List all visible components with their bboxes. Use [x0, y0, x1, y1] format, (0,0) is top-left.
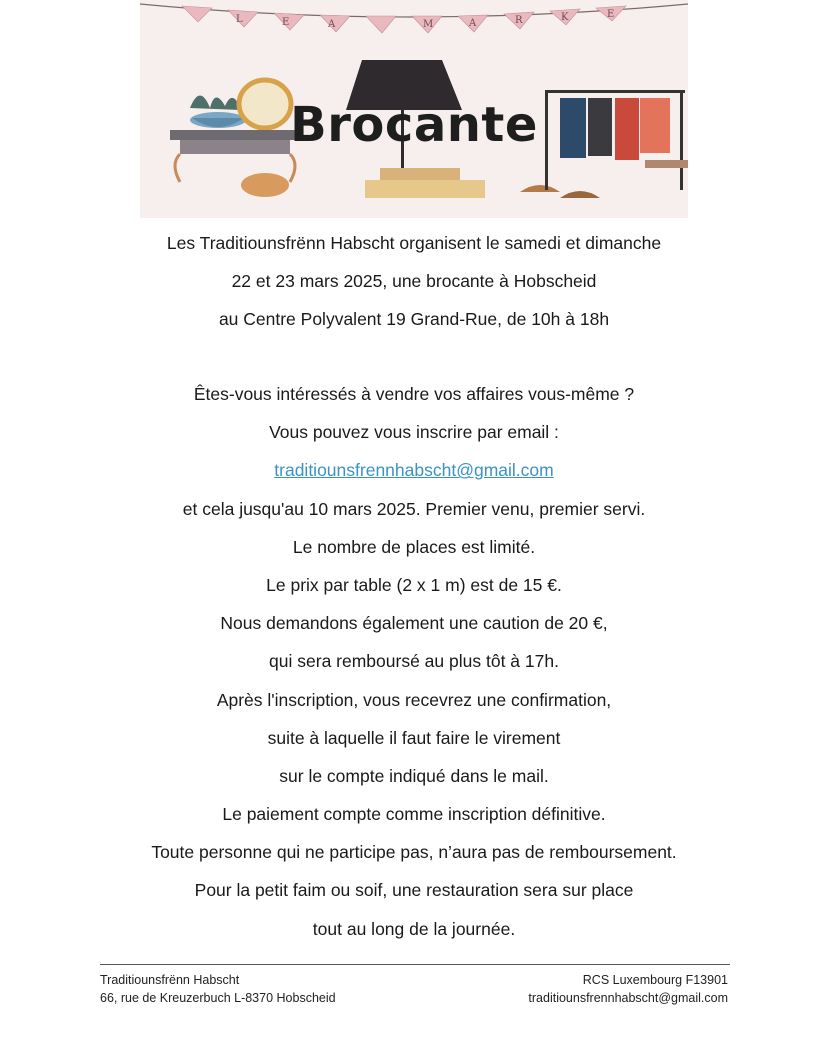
svg-text:L: L: [236, 14, 243, 25]
email-link[interactable]: traditiounsfrennhabscht@gmail.com: [274, 460, 554, 481]
info-line: qui sera remboursé au plus tôt à 17h.: [269, 651, 559, 672]
intro-line: au Centre Polyvalent 19 Grand-Rue, de 10h à 18h: [218, 309, 610, 330]
intro-line: Les Traditiounsfrënn Habscht organisent le samedi et dimanche: [166, 233, 662, 253]
info-line: Toute personne qui ne participe pas, n’aura pas de remboursement.: [151, 842, 677, 863]
svg-text:M: M: [423, 19, 434, 30]
basket: [241, 173, 289, 197]
seller-question: Êtes-vous intéressés à vendre vos affaires vous-même ?: [193, 384, 635, 404]
info-line: Après l'inscription, vous recevrez une confirmation,: [216, 689, 612, 710]
info-line: sur le compte indiqué dans le mail.: [279, 765, 549, 786]
page-footer: [100, 964, 730, 1005]
info-line: Nous demandons également une caution de 20 €,: [220, 613, 608, 634]
svg-text:A: A: [328, 19, 336, 30]
brocante-banner: [140, 0, 688, 218]
svg-text:K: K: [561, 12, 569, 23]
intro-line: 22 et 23 mars 2025, une brocante à Hobscheid: [231, 271, 597, 292]
info-line: Le paiement compte comme inscription définitive.: [222, 804, 606, 825]
footer-address: 66, rue de Kreuzerbuch L-8370 Hobscheid: [100, 991, 336, 1005]
svg-text:A: A: [469, 18, 477, 29]
bench: [645, 160, 688, 168]
info-line: et cela jusqu'au 10 mars 2025. Premier venu, premier servi.: [182, 498, 646, 519]
crates: [365, 180, 485, 198]
footer-registration-block: [528, 971, 728, 1007]
banner-title: Brocante: [290, 97, 538, 153]
info-line: Pour la petit faim ou soif, une restauration sera sur place: [194, 880, 634, 901]
clothes-rack: [545, 90, 685, 93]
info-line: suite à laquelle il faut faire le virement: [267, 727, 561, 748]
svg-text:E: E: [282, 17, 290, 28]
shoes: [520, 185, 560, 192]
event-intro: [0, 224, 828, 339]
footer-rcs: RCS Luxembourg F13901: [582, 973, 728, 987]
footer-address-block: [100, 971, 336, 1007]
footer-org-name: Traditiounsfrënn Habscht: [100, 973, 240, 987]
bunting-flags: [182, 6, 626, 33]
footer-email: traditiounsfrennhabscht@gmail.com: [528, 991, 728, 1005]
register-instruction: Vous pouvez vous inscrire par email :: [269, 422, 559, 443]
info-line: tout au long de la journée.: [312, 918, 516, 939]
svg-text:E: E: [607, 9, 615, 20]
seller-info: [0, 375, 828, 948]
info-line: Le prix par table (2 x 1 m) est de 15 €.: [266, 574, 562, 595]
svg-text:R: R: [515, 15, 523, 26]
info-line: Le nombre de places est limité.: [292, 536, 536, 557]
